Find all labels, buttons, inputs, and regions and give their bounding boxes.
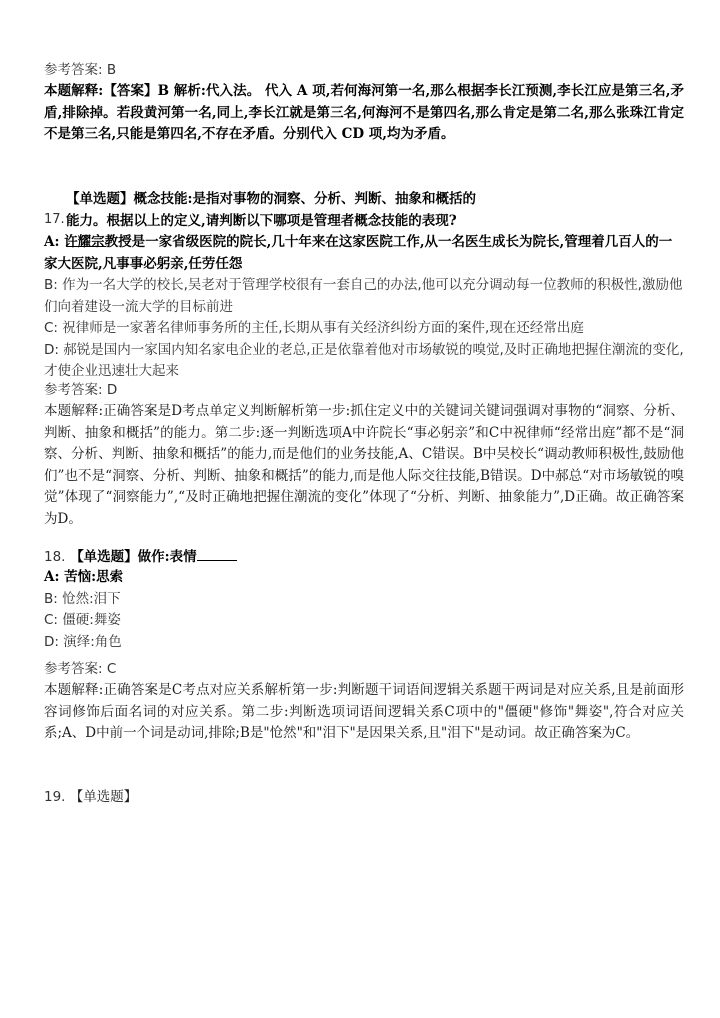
q17-question-text: 【单选题】概念技能:是指对事物的洞察、分析、判断、抽象和概括的能力。根据以上的定义,请判断以下哪项是管理者概念技能的表现? (66, 191, 476, 229)
q17-option-a: A: 许耀宗教授是一家省级医院的院长,几十年来在这家医院工作,从一名医生成长为院长,管理着几百人的一家大医院,凡事事必躬亲,任劳任怨 (44, 234, 673, 272)
q18-explanation: 本题解释:正确答案是C考点对应关系解析第一步:判断题干词语间逻辑关系题干两词是对应关系,且是前面形容词修饰后面名词的对应关系。第二步:判断选项词语间逻辑关系C项中的"僵硬"修饰"舞姿",符合对应关系;A、D中前一个词是动词,排除;B是"怆然"和"泪下"是因果关系,且"泪下"是动词。故正确答案为C。 (44, 682, 684, 741)
q18-option-d: D: 演绎:角色 (44, 633, 122, 650)
q19-number: 19. (44, 789, 66, 805)
q18-option-b: B: 怆然:泪下 (44, 590, 121, 607)
q17-option-c: C: 祝律师是一家著名律师事务所的主任,长期从事有关经济纠纷方面的案件,现在还经常出庭 (44, 320, 584, 336)
q16-answer-line: 参考答案: B (44, 62, 117, 78)
q17-option-d: D: 郝锐是国内一家国内知名家电企业的老总,正是依靠着他对市场敏锐的嗅觉,及时正确地把握住潮流的变化,才使企业迅速壮大起来 (44, 341, 684, 379)
q17-option-b: B: 作为一名大学的校长,吴老对于管理学校很有一套自己的办法,他可以充分调动每一位教师的积极性,激励他们向着建设一流大学的目标前进 (44, 277, 683, 315)
q17-number: 17. (44, 212, 65, 227)
q19-question-line (44, 787, 684, 809)
q18-option-a: A: 苦恼:思索 (44, 569, 124, 585)
q18-option-c: C: 僵硬:舞姿 (44, 612, 121, 628)
q17-options (44, 232, 684, 383)
q18-number: 18. (44, 549, 66, 565)
q19-question-text: 【单选题】 (69, 789, 138, 805)
q18-question-line (44, 546, 684, 569)
q16-explanation: 本题解释:【答案】B 解析:代入法。 代入 A 项,若何海河第一名,那么根据李长江预测,李长江应是第三名,矛盾,排除掉。若段黄河第一名,同上,李长江就是第三名,何海河不是第四名,那么肯定是第二名,那么张珠江肯定不是第三名,只能是第四名,不存在矛盾。分别代入 CD 项,均为矛盾。 (44, 83, 684, 142)
q18-answer-line: 参考答案: C (44, 661, 117, 677)
q18-options (44, 567, 684, 653)
q17-answer-line: 参考答案: D (44, 382, 118, 398)
q17-explanation: 本题解释:正确答案是D考点单定义判断解析第一步:抓住定义中的关键词关键词强调对事物的“洞察、分析、判断、抽象和概括”的能力。第二步:逐一判断选项A中许院长“事必躬亲”和C中祝律师“经常出庭”都不是“洞察、分析、判断、抽象和概括”的能力,而是他们的业务技能,A、C错误。B中吴校长“调动教师积极性,鼓励他们”也不是“洞察、分析、判断、抽象和概括”的能力,而是他人际交往技能,B错误。D中郝总“对市场敏锐的嗅觉”体现了“洞察能力”,“及时正确地把握住潮流的变化”体现了“分析、判断、抽象能力”,D正确。故正确答案为D。 (44, 403, 684, 527)
answer-blank (197, 546, 237, 561)
q18-question-text: 【单选题】做作:表情 (70, 549, 197, 565)
